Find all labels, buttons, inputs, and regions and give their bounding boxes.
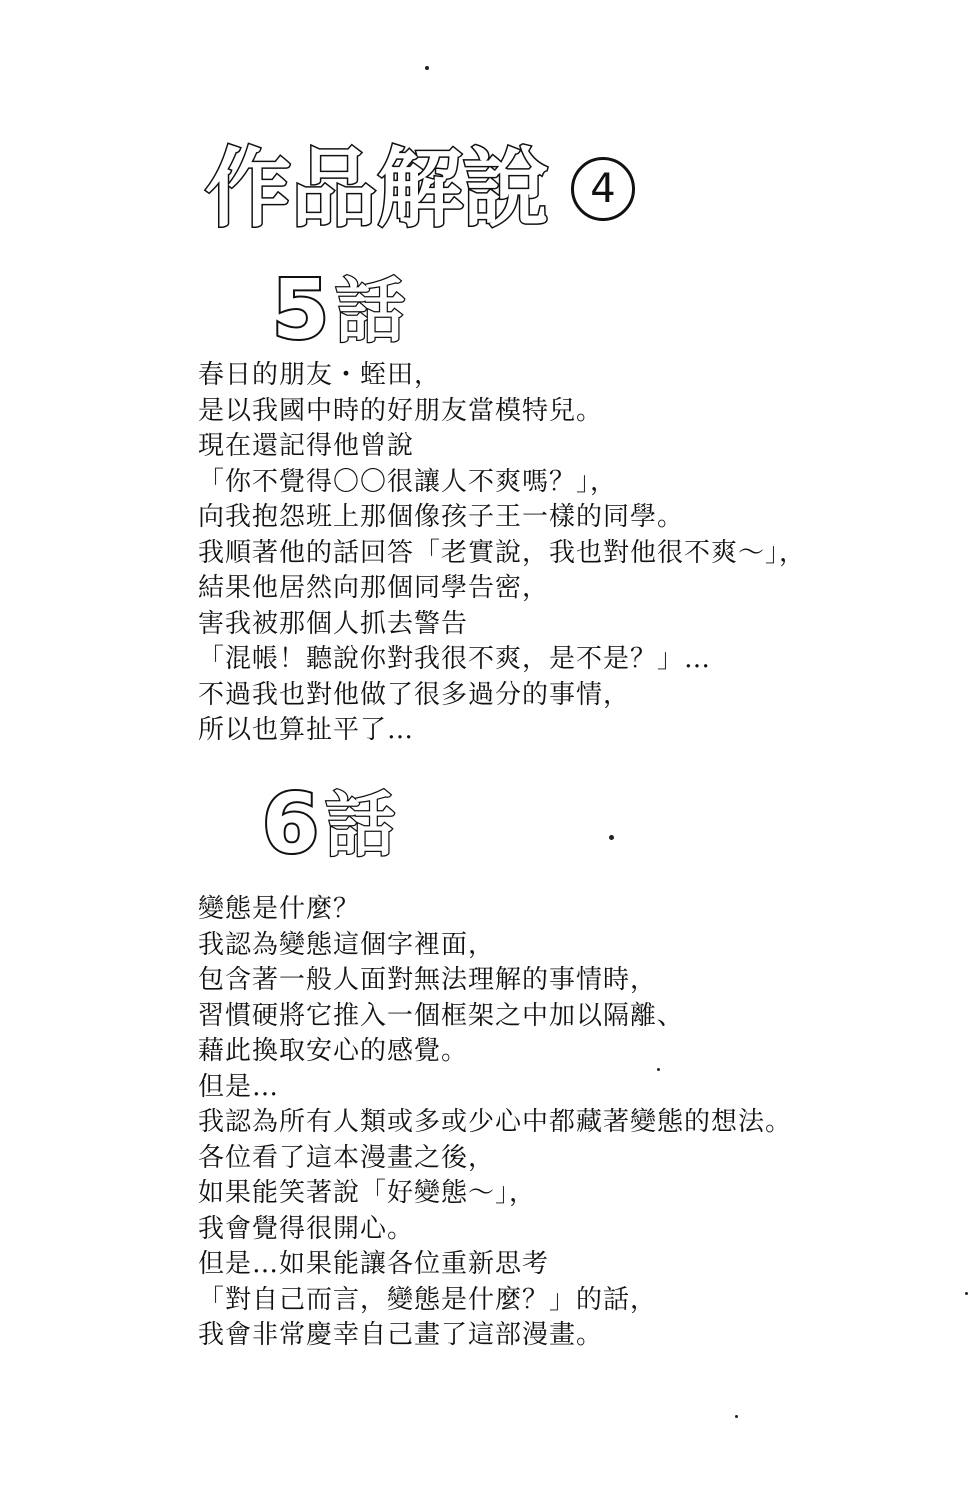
chapter-6-line: 包含著一般人面對無法理解的事情時，	[198, 965, 658, 995]
chapter-6-word: 話	[325, 784, 396, 866]
chapter-6-text	[198, 892, 898, 1354]
page-title-text: 作品解說	[205, 138, 549, 239]
page-title	[205, 138, 635, 239]
chapter-5-line: 結果他居然向那個同學告密，	[198, 573, 550, 603]
chapter-6-line: 但是…	[198, 1071, 280, 1102]
chapter-6-line: 如果能笑著說「好變態～」，	[198, 1178, 537, 1208]
chapter-5-line: 「你不覺得〇〇很讓人不爽嗎？」，	[198, 466, 618, 497]
chapter-5-heading	[272, 263, 406, 358]
chapter-6-line: 各位看了這本漫畫之後，	[198, 1142, 496, 1173]
scan-speck	[965, 1292, 968, 1295]
chapter-6-line: 習慣硬將它推入一個框架之中加以隔離、	[198, 1000, 685, 1031]
chapter-5-line: 「混帳！聽說你對我很不爽，是不是？」…	[198, 644, 712, 674]
scan-speck	[425, 66, 429, 70]
scan-speck	[609, 835, 614, 840]
scan-speck	[657, 1068, 660, 1071]
chapter-6-line: 藉此換取安心的感覺。	[198, 1036, 469, 1066]
chapter-6-line: 「對自己而言，變態是什麼？」的話，	[198, 1284, 658, 1315]
chapter-5-line: 春日的朋友・蛭田，	[198, 360, 442, 390]
chapter-5-line: 向我抱怨班上那個像孩子王一樣的同學。	[198, 502, 685, 532]
chapter-6-heading	[262, 777, 396, 872]
chapter-5-line: 是以我國中時的好朋友當模特兒。	[198, 395, 604, 426]
chapter-6-line: 我認為所有人類或多或少心中都藏著變態的想法。	[198, 1107, 793, 1137]
chapter-6-line: 我會覺得很開心。	[198, 1213, 415, 1244]
chapter-5-line: 我順著他的話回答「老實說，我也對他很不爽～」，	[198, 537, 807, 568]
chapter-6-number: 6	[262, 777, 320, 872]
volume-number-badge: 4	[571, 157, 635, 221]
chapter-6-line: 但是…如果能讓各位重新思考	[198, 1249, 550, 1279]
chapter-6-line: 我會非常慶幸自己畫了這部漫畫。	[198, 1320, 604, 1350]
chapter-6-line: 變態是什麼？	[198, 894, 361, 924]
chapter-6-line: 我認為變態這個字裡面，	[198, 929, 496, 960]
chapter-5-line: 所以也算扯平了…	[198, 715, 415, 745]
chapter-5-number: 5	[272, 263, 330, 358]
chapter-5-line: 害我被那個人抓去警告	[198, 608, 469, 639]
chapter-5-line: 不過我也對他做了很多過分的事情，	[198, 679, 631, 710]
scan-speck	[735, 1415, 738, 1418]
chapter-5-word: 話	[335, 270, 406, 352]
chapter-5-line: 現在還記得他曾說	[198, 431, 415, 461]
chapter-5-text	[198, 358, 898, 749]
